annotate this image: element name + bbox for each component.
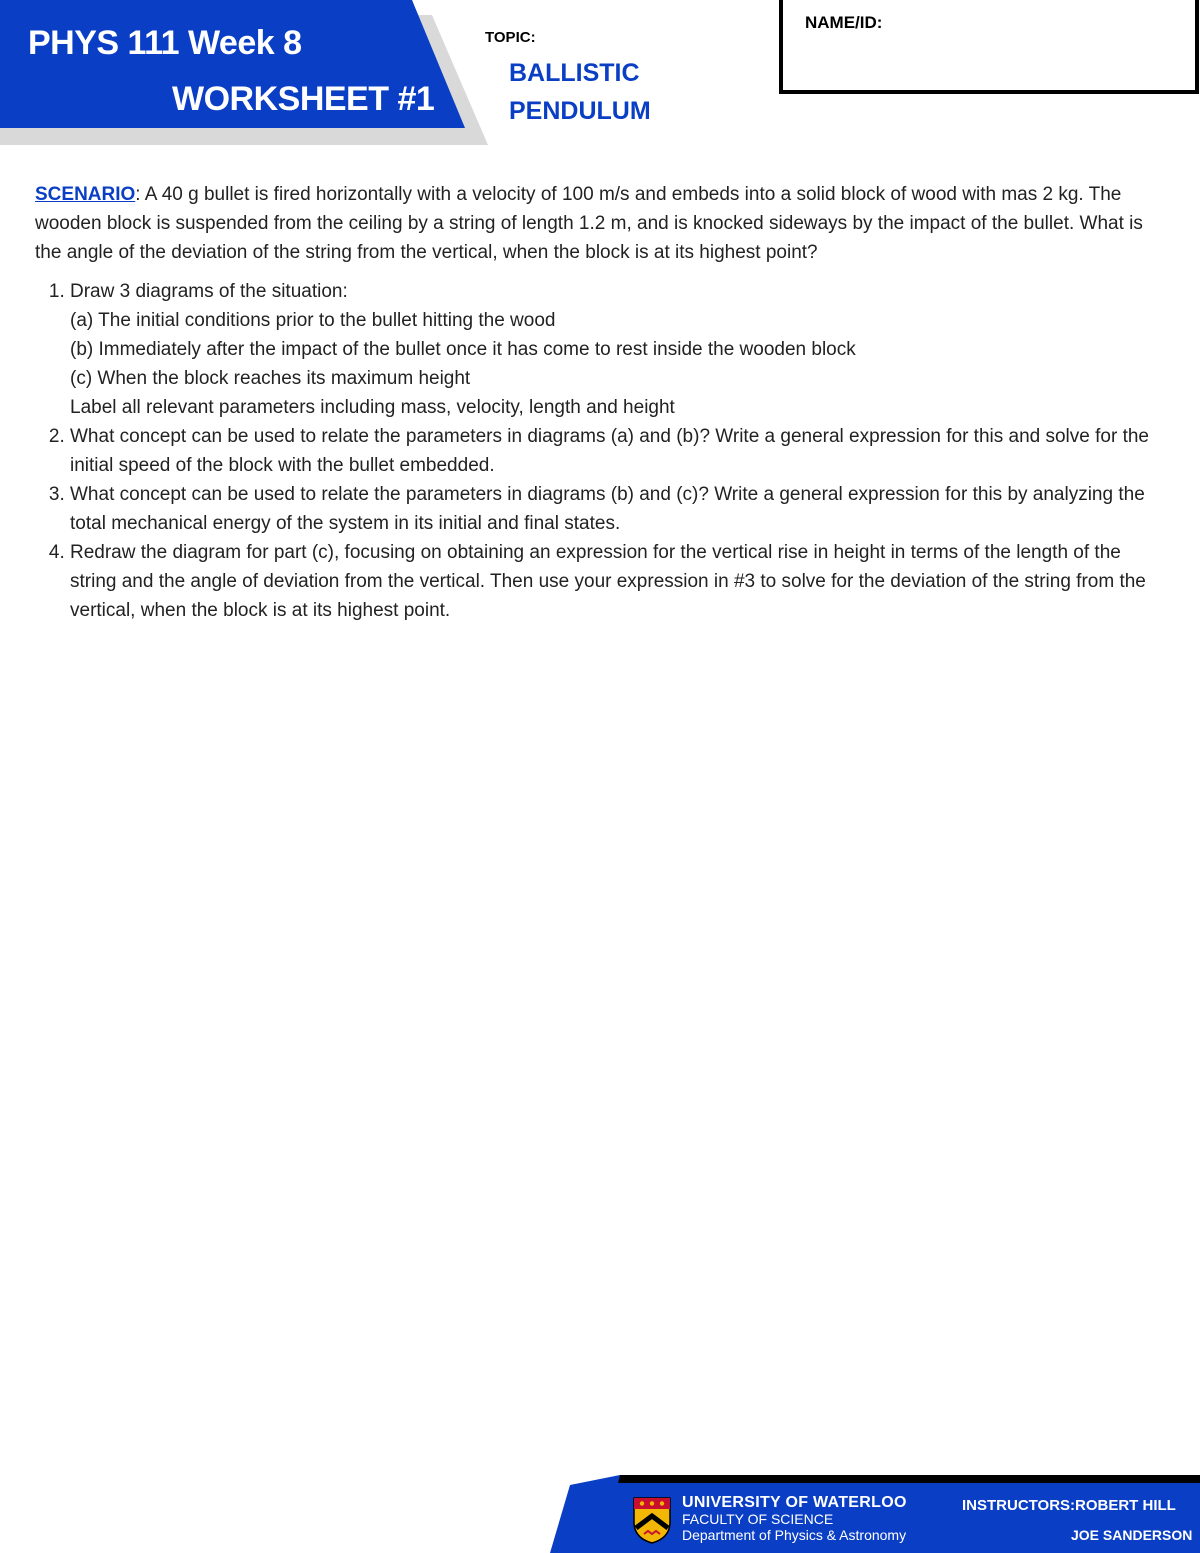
worksheet-title: PHYS 111 Week 8 [28, 24, 302, 62]
name-id-label: NAME/ID: [805, 13, 883, 32]
question-4: 4. Redraw the diagram for part (c), focusing on obtaining an expression for the vertical rise in height in terms of the length of the string and the angle of deviation from the vertical. Then use your expression in #3 to solve for the deviation of the string from the vertical, when the block is at its highest point. [70, 538, 1170, 625]
university-name: UNIVERSITY OF WATERLOO [682, 1494, 907, 1511]
scenario-paragraph [35, 180, 1170, 267]
instructor-name: ROBERT HILL [1075, 1497, 1176, 1514]
university-crest-icon [632, 1496, 672, 1544]
topic-value [509, 54, 651, 130]
question-list [35, 277, 1170, 625]
department-name: Department of Physics & Astronomy [682, 1527, 907, 1543]
question-1-part-a: (a) The initial conditions prior to the bullet hitting the wood [70, 310, 556, 331]
topic-line-2: PENDULUM [509, 97, 651, 125]
question-1-label-note: Label all relevant parameters including mass, velocity, length and height [70, 397, 675, 418]
question-3: 3. What concept can be used to relate the parameters in diagrams (b) and (c)? Write a general expression for this by analyzing the total mechanical energy of the system in its initial and final states. [70, 480, 1170, 538]
worksheet-body [35, 180, 1170, 625]
question-1 [70, 277, 1170, 422]
question-1-intro: 1. Draw 3 diagrams of the situation: [70, 281, 348, 302]
topic-label: TOPIC: [485, 29, 536, 46]
instructor-name: JOE SANDERSON [1071, 1527, 1193, 1543]
header-banner [0, 0, 490, 145]
topic-line-1: BALLISTIC [509, 59, 640, 87]
name-id-field[interactable] [779, 0, 1199, 94]
question-2: 2. What concept can be used to relate the parameters in diagrams (a) and (b)? Write a general expression for this and solve for the initial speed of the block with the bullet embedded. [70, 422, 1170, 480]
question-1-part-c: (c) When the block reaches its maximum height [70, 368, 471, 389]
instructors-label: INSTRUCTORS: [962, 1497, 1076, 1514]
scenario-tag: SCENARIO [35, 184, 136, 205]
faculty-name: FACULTY OF SCIENCE [682, 1511, 834, 1527]
university-wordmark [682, 1495, 907, 1543]
scenario-text: : A 40 g bullet is fired horizontally with a velocity of 100 m/s and embeds into a solid block of wood with mas 2 kg. The wooden block is suspended from the ceiling by a string of length 1.2 m, and is knocked sideways by the impact of the bullet. What is the angle of the deviation of the string from the vertical, when the block is at its highest point? [35, 184, 1143, 263]
question-1-part-b: (b) Immediately after the impact of the bullet once it has come to rest inside the wooden block [70, 339, 856, 360]
worksheet-subtitle: WORKSHEET #1 [172, 80, 435, 118]
